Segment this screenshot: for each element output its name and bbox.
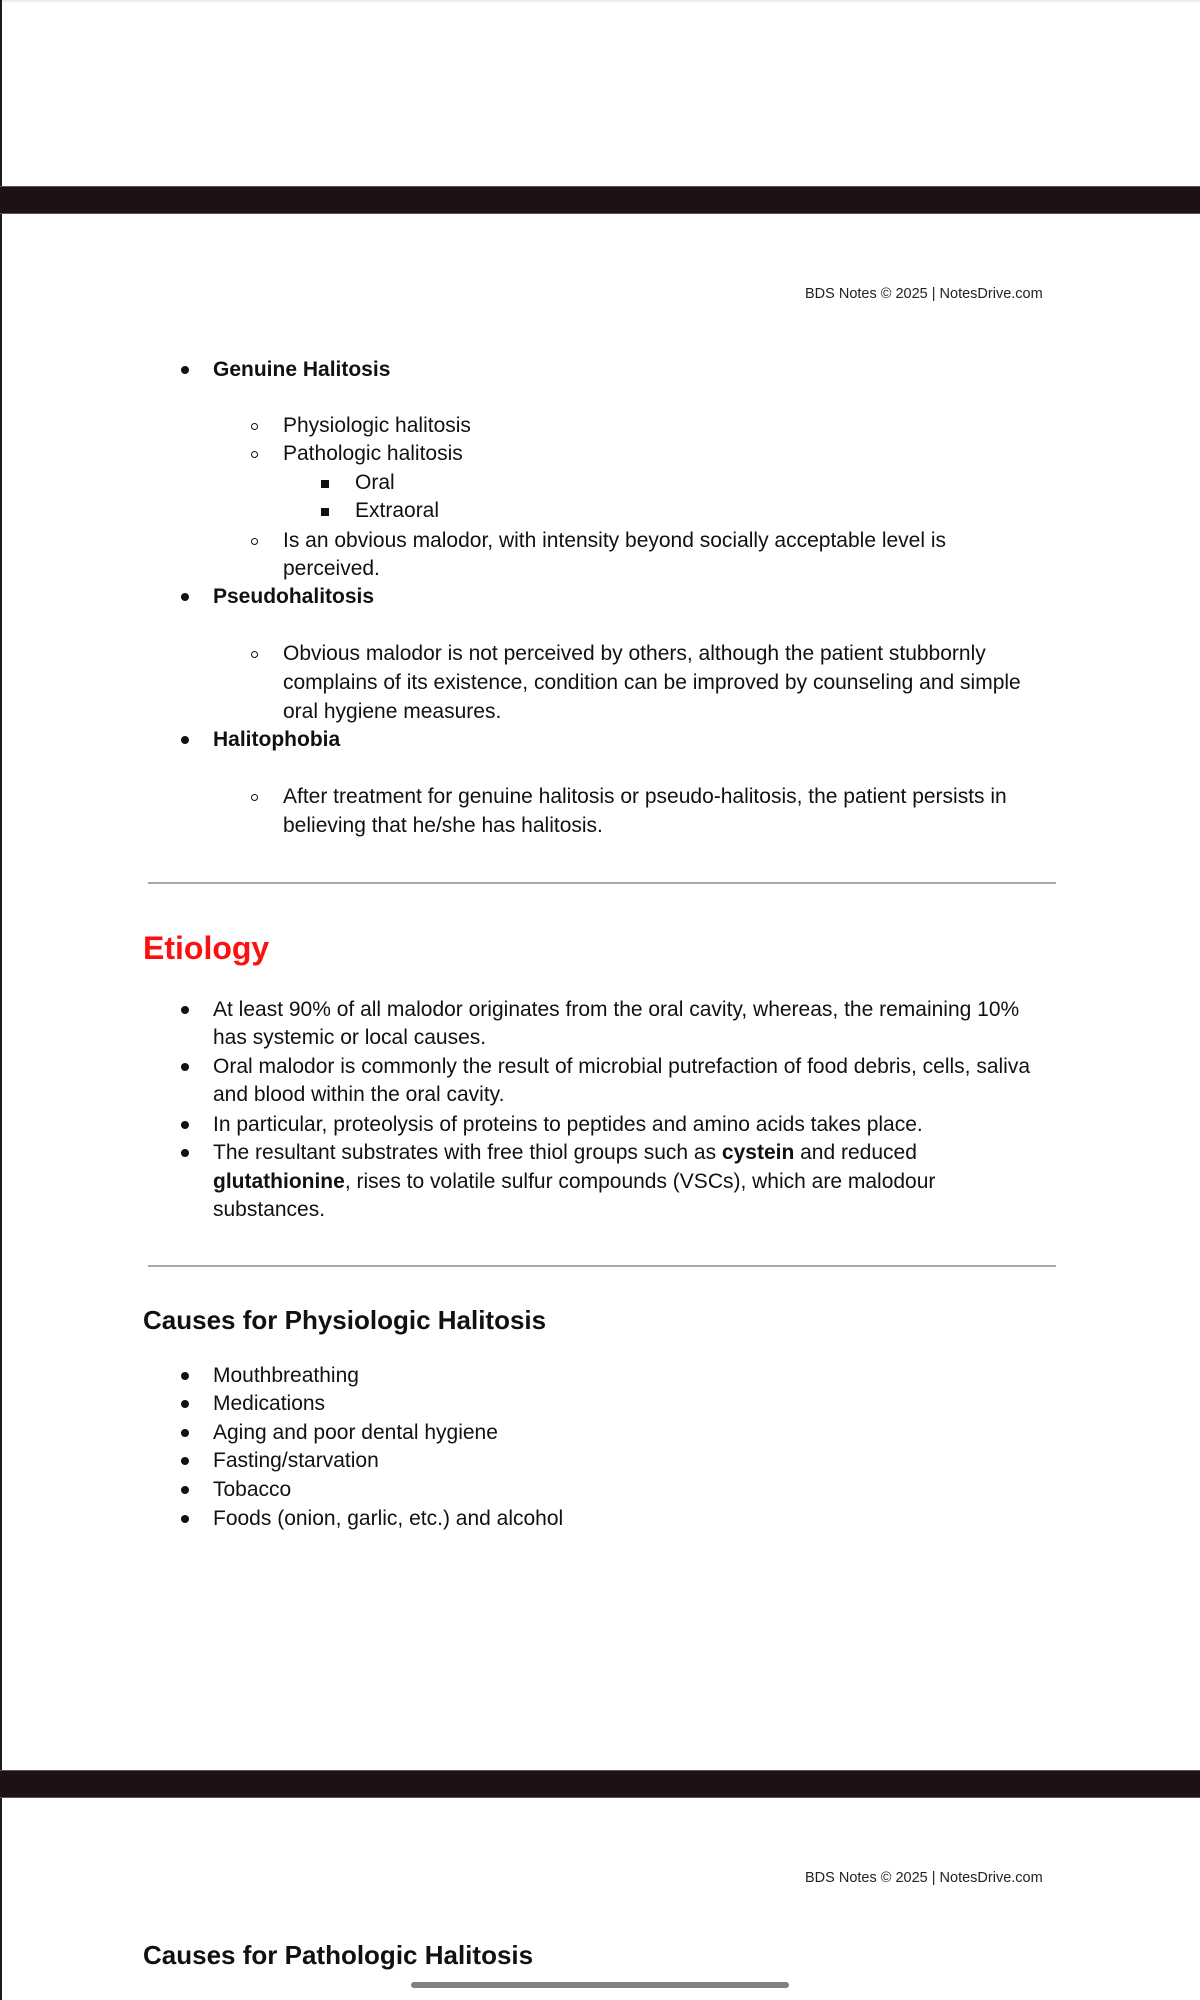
section-heading-physiologic-causes: Causes for Physiologic Halitosis xyxy=(143,1305,547,1335)
list-item-text: perceived. xyxy=(283,557,380,580)
list-item: Pathologic halitosis xyxy=(283,442,463,465)
list-item: Extraoral xyxy=(355,499,440,522)
text-segment: The resultant substrates with free thiol groups such as xyxy=(213,1141,722,1164)
left-page-edge xyxy=(0,0,2,2000)
section-heading-etiology: Etiology xyxy=(143,930,270,966)
text-segment: and reduced xyxy=(794,1141,917,1164)
bullet-circle-icon xyxy=(251,794,258,801)
page-header-note: BDS Notes © 2025 | NotesDrive.com xyxy=(805,286,1043,302)
list-item-text: complains of its existence, condition can be improved by counseling and simple xyxy=(283,671,1021,694)
list-item-text xyxy=(213,1168,935,1196)
list-item-text: At least 90% of all malodor originates from the oral cavity, whereas, the remaining 10% xyxy=(213,998,1020,1021)
bullet-dot-icon xyxy=(181,1486,189,1494)
bullet-dot-icon xyxy=(181,1149,189,1157)
list-item: Mouthbreathing xyxy=(213,1364,359,1387)
section-heading-pathologic-causes: Causes for Pathologic Halitosis xyxy=(143,1940,534,1970)
top-shadow xyxy=(0,0,1200,3)
list-item-text: has systemic or local causes. xyxy=(213,1026,487,1049)
bullet-dot-icon xyxy=(181,1006,189,1014)
bullet-dot-icon xyxy=(181,1457,189,1465)
list-item-text: Obvious malodor is not perceived by others, although the patient stubbornly xyxy=(283,642,986,665)
list-item-text xyxy=(213,1139,917,1167)
bullet-dot-icon xyxy=(181,1429,189,1437)
page-header-note: BDS Notes © 2025 | NotesDrive.com xyxy=(805,1870,1043,1886)
list-item-text: After treatment for genuine halitosis or pseudo-halitosis, the patient persists in xyxy=(283,785,1007,808)
list-item-text: believing that he/she has halitosis. xyxy=(283,814,603,837)
list-item-text: Oral malodor is commonly the result of microbial putrefaction of food debris, cells, saliva xyxy=(213,1055,1031,1078)
bold-term-glutathionine: glutathionine xyxy=(213,1170,345,1193)
list-item-halitophobia: Halitophobia xyxy=(213,728,341,751)
bullet-circle-icon xyxy=(251,423,258,430)
list-item: Oral xyxy=(355,471,395,494)
list-item-text: substances. xyxy=(213,1198,326,1221)
horizontal-rule xyxy=(148,882,1056,884)
scroll-indicator[interactable] xyxy=(411,1982,789,1988)
list-item: Foods (onion, garlic, etc.) and alcohol xyxy=(213,1507,564,1530)
bullet-dot-icon xyxy=(181,593,189,601)
bullet-dot-icon xyxy=(181,1515,189,1523)
list-item: Tobacco xyxy=(213,1478,292,1501)
bullet-circle-icon xyxy=(251,651,258,658)
bullet-circle-icon xyxy=(251,538,258,545)
list-item-pseudohalitosis: Pseudohalitosis xyxy=(213,585,375,608)
list-item-text: In particular, proteolysis of proteins to peptides and amino acids takes place. xyxy=(213,1113,923,1136)
bullet-square-icon xyxy=(321,480,329,488)
bullet-dot-icon xyxy=(181,736,189,744)
bullet-square-icon xyxy=(321,508,329,516)
list-item: Medications xyxy=(213,1392,326,1415)
bullet-circle-icon xyxy=(251,451,258,458)
page-separator xyxy=(0,1770,1200,1798)
bullet-dot-icon xyxy=(181,366,189,374)
bullet-dot-icon xyxy=(181,1063,189,1071)
list-item-text: Is an obvious malodor, with intensity beyond socially acceptable level is xyxy=(283,529,947,552)
list-item-genuine-halitosis: Genuine Halitosis xyxy=(213,358,391,381)
list-item: Physiologic halitosis xyxy=(283,414,471,437)
bullet-dot-icon xyxy=(181,1121,189,1129)
horizontal-rule xyxy=(148,1265,1056,1267)
bullet-dot-icon xyxy=(181,1372,189,1380)
text-segment: , rises to volatile sulfur compounds (VSCs), which are malodour xyxy=(344,1170,936,1193)
list-item-text: and blood within the oral cavity. xyxy=(213,1083,505,1106)
bold-term-cystein: cystein xyxy=(721,1141,795,1164)
page-separator xyxy=(0,186,1200,214)
bullet-dot-icon xyxy=(181,1400,189,1408)
list-item-text: oral hygiene measures. xyxy=(283,700,502,723)
list-item: Fasting/starvation xyxy=(213,1449,379,1472)
list-item: Aging and poor dental hygiene xyxy=(213,1421,498,1444)
